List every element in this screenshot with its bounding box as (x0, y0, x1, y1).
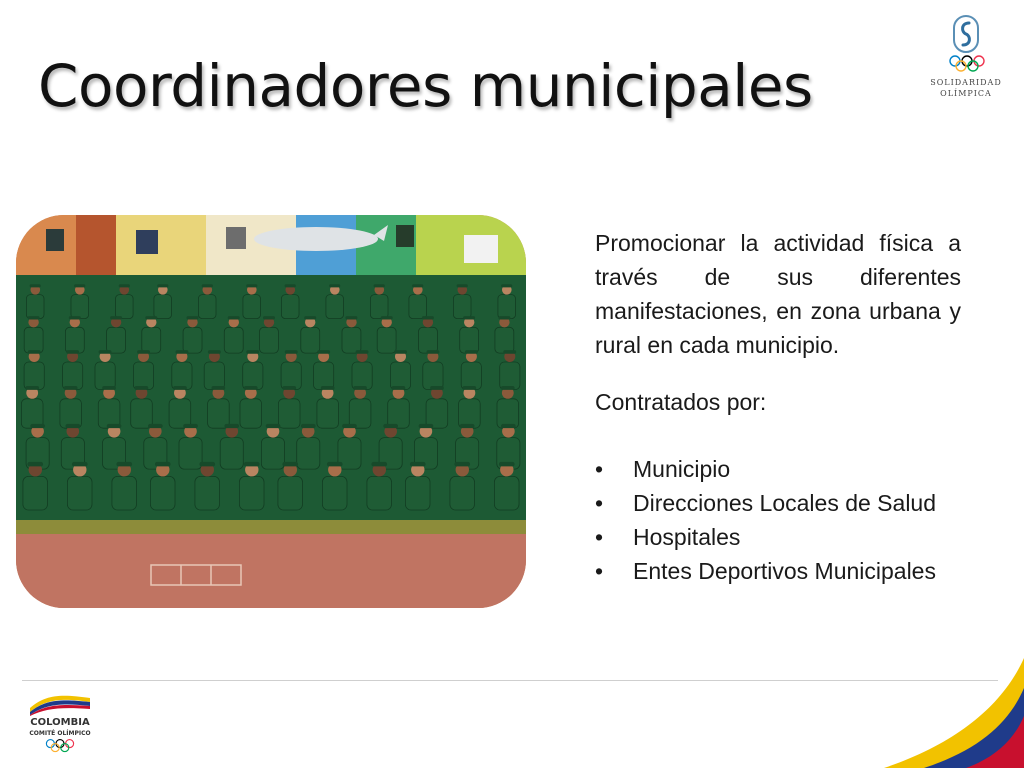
bullet-icon: • (595, 558, 604, 584)
list-item-label: Hospitales (633, 524, 741, 550)
flag-wave-icon (28, 690, 92, 716)
logo-top-line2: OLÍMPICA (940, 89, 992, 98)
olympic-rings-icon (948, 54, 986, 74)
bullet-icon: • (595, 524, 604, 550)
bullet-icon: • (595, 456, 604, 482)
description-paragraph: Promocionar la actividad física a través de sus diferentes manifestaciones, en zona urbana y rural en cada municipio. (595, 230, 961, 358)
group-photo-image (16, 215, 526, 608)
slide-title: Coordinadores municipales (38, 52, 813, 120)
text-block (595, 226, 961, 588)
list-item (595, 486, 1015, 520)
list-item (595, 520, 1015, 554)
colombia-comite-olimpico-logo (24, 690, 96, 762)
list-item (595, 452, 1015, 486)
corner-swoosh-decoration (874, 658, 1024, 768)
footer-divider (22, 680, 998, 681)
olympic-rings-icon (44, 738, 76, 754)
logo-top-line1: SOLIDARIDAD (930, 78, 1002, 87)
contractor-list (595, 452, 1015, 588)
list-item (595, 554, 1015, 588)
bullet-icon: • (595, 490, 604, 516)
contracted-by-label: Contratados por: (595, 389, 767, 415)
list-item-label: Direcciones Locales de Salud (633, 490, 937, 516)
logo-bottom-line2: COMITÉ OLÍMPICO (29, 730, 91, 737)
group-photo (16, 215, 526, 608)
list-item-label: Entes Deportivos Municipales (633, 558, 936, 584)
logo-bottom-line1: COLOMBIA (30, 717, 90, 728)
list-item-label: Municipio (633, 456, 731, 482)
solidaridad-olimpica-logo (920, 12, 1012, 104)
emblem-icon (950, 14, 982, 54)
